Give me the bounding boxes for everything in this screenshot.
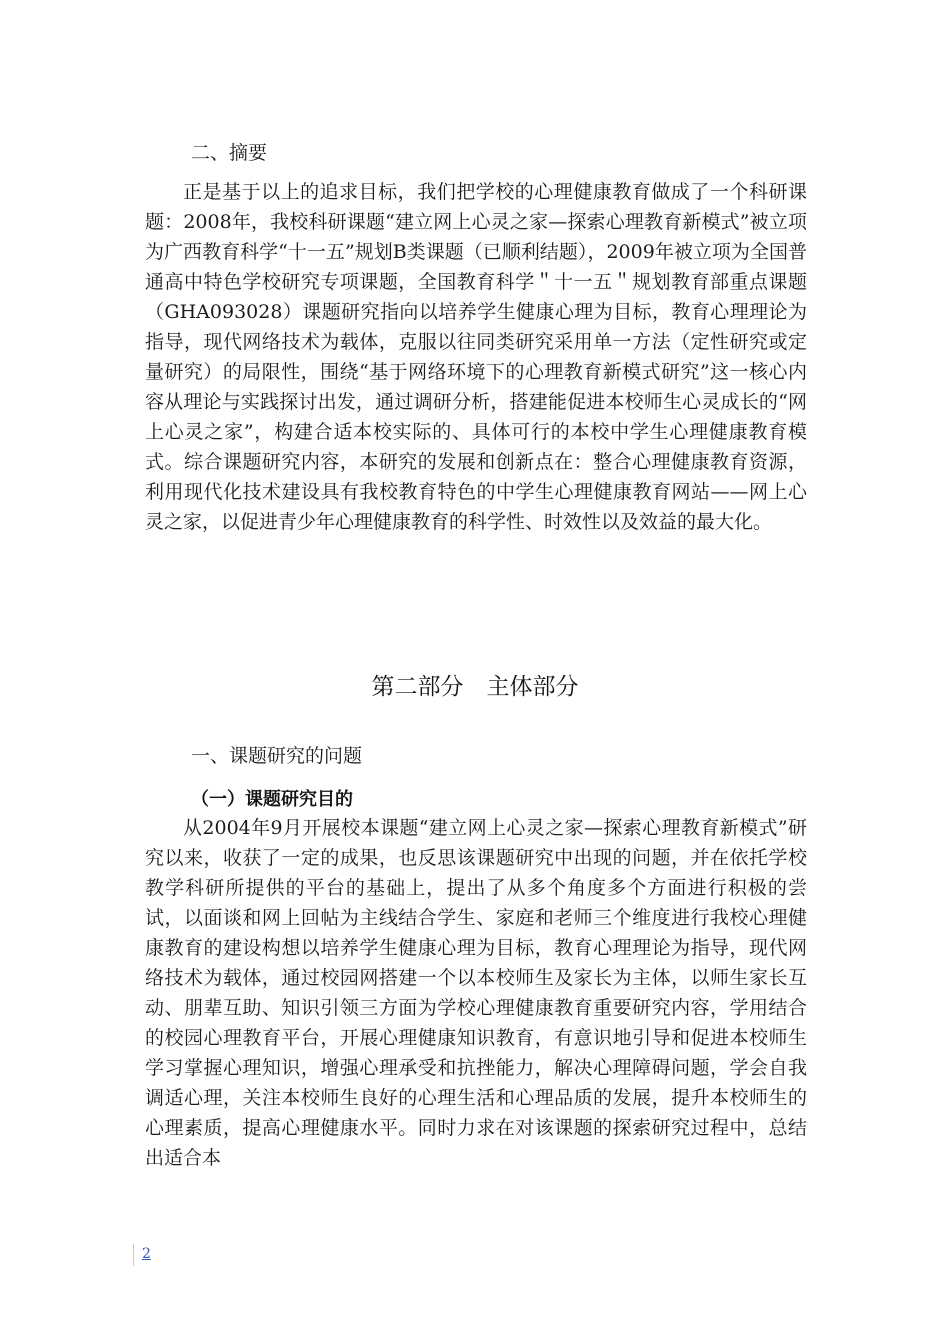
research-purpose-body — [145, 813, 807, 1173]
abstract-paragraph: 正是基于以上的追求目标，我们把学校的心理健康教育做成了一个科研课题：2008年，我校科研课题“建立网上心灵之家—探索心理教育新模式”被立项为广西教育科学“十一五”规划B类课题（已顺利结题），2009年被立项为全国普通高中特色学校研究专项课题，全国教育科学＂十一五＂规划教育部重点课题（GHA093028）课题研究指向以培养学生健康心理为目标，教育心理理论为指导，现代网络技术为载体，克服以往同类研究采用单一方法（定性研究或定量研究）的局限性，围绕“基于网络环境下的心理教育新模式研究”这一核心内容从理论与实践探讨出发，通过调研分析，搭建能促进本校师生心灵成长的“网上心灵之家”，构建合适本校实际的、具体可行的本校中学生心理健康教育模式。综合课题研究内容，本研究的发展和创新点在：整合心理健康教育资源，利用现代化技术建设具有我校教育特色的中学生心理健康教育网站——网上心灵之家，以促进青少年心理健康教育的科学性、时效性以及效益的最大化。 — [145, 181, 807, 533]
footer-divider — [133, 1244, 134, 1266]
page-number[interactable]: 2 — [142, 1246, 151, 1262]
part-two-title: 第二部分 主体部分 — [371, 674, 579, 700]
abstract-heading: 二、摘要 — [191, 142, 268, 164]
research-purpose-subheading: （一）课题研究目的 — [191, 789, 353, 810]
research-purpose-paragraph: 从2004年9月开展校本课题“建立网上心灵之家—探索心理教育新模式”研究以来，收获了一定的成果，也反思该课题研究中出现的问题，并在依托学校教学科研所提供的平台的基础上，提出了从多个角度多个方面进行积极的尝试，以面谈和网上回帖为主线结合学生、家庭和老师三个维度进行我校心理健康教育的建设构想以培养学生健康心理为目标，教育心理理论为指导，现代网络技术为载体，通过校园网搭建一个以本校师生及家长为主体，以师生家长互动、朋辈互助、知识引领三方面为学校心理健康教育重要研究内容，学用结合的校园心理教育平台，开展心理健康知识教育，有意识地引导和促进本校师生学习掌握心理知识，增强心理承受和抗挫能力，解决心理障碍问题，学会自我调适心理，关注本校师生良好的心理生活和心理品质的发展，提升本校师生的心理素质，提高心理健康水平。同时力求在对该课题的探索研究过程中，总结出适合本 — [145, 817, 807, 1169]
abstract-body — [145, 177, 807, 537]
research-problem-heading: 一、课题研究的问题 — [191, 745, 363, 767]
